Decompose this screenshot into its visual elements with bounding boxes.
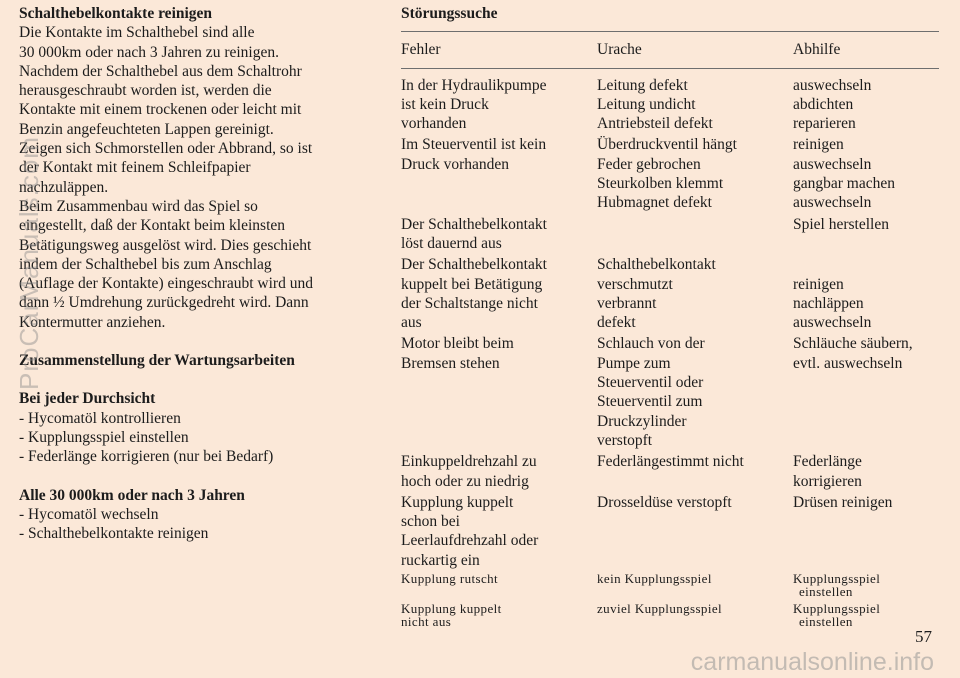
list-item: - Federlänge korrigieren (nur bei Bedarf): [19, 448, 274, 466]
paragraph-line: 30 000km oder nach 3 Jahren zu reinigen.: [19, 43, 279, 61]
cell-abhilfe: Kupplungsspiel einstellen: [793, 571, 881, 600]
cell-urache: Drosseldüse verstopft: [597, 493, 732, 511]
cell-abhilfe: Spiel herstellen: [793, 215, 889, 233]
table-row-small: [401, 602, 939, 628]
watermark-bottom: carmanualsonline.info: [690, 648, 934, 676]
paragraph-line: dann ½ Umdrehung zurückgedreht wird. Dann: [19, 294, 309, 312]
table-row: [401, 255, 939, 332]
contacts-paragraph: [19, 23, 384, 332]
paragraph-line: herausgeschraubt worden ist, werden die: [19, 82, 272, 100]
paragraph-line: (Auflage der Kontakte) eingeschraubt wird und: [19, 275, 313, 293]
header-abhilfe: Abhilfe: [793, 41, 841, 59]
cell-abhilfe: auswechseln abdichten reparieren: [793, 76, 872, 133]
cell-abhilfe: Federlänge korrigieren: [793, 453, 862, 490]
inspection-list: [19, 409, 384, 467]
cell-urache: kein Kupplungsspiel: [597, 571, 712, 587]
paragraph-line: indem der Schalthebel bis zum Anschlag: [19, 255, 272, 273]
table-header: [401, 32, 939, 67]
paragraph-line: Zeigen sich Schmorstellen oder Abbrand, so ist: [19, 140, 313, 158]
cell-abhilfe: Kupplungsspiel einstellen: [793, 601, 881, 630]
cell-urache: Schalthebelkontakt verschmutzt verbrannt defekt: [597, 256, 716, 332]
cell-abhilfe: Schläuche säubern, evtl. auswechseln: [793, 335, 913, 372]
cell-abhilfe: reinigen nachläppen auswechseln: [793, 275, 872, 332]
cell-urache: Federlängestimmt nicht: [597, 453, 744, 471]
page-number: 57: [915, 627, 932, 646]
paragraph-line: Benzin angefeuchteten Lappen gereinigt.: [19, 120, 274, 138]
cell-abhilfe: reinigen auswechseln gangbar machen auswechseln: [793, 136, 895, 212]
table-row-small: [401, 572, 939, 598]
cell-fehler: Kupplung rutscht: [401, 571, 499, 587]
cell-fehler: Der Schalthebelkontakt kuppelt bei Betätigung der Schaltstange nicht aus: [401, 256, 547, 332]
table-header-rule: [401, 68, 939, 69]
table-row: [401, 135, 939, 212]
troubleshooting-small-rows: [401, 572, 939, 628]
paragraph-line: Beim Zusammenbau wird das Spiel so: [19, 197, 258, 215]
table-row: [401, 215, 939, 254]
troubleshooting-title: Störungssuche: [401, 5, 498, 22]
cell-urache: Leitung defekt Leitung undicht Antriebsteil defekt: [597, 76, 713, 133]
cell-fehler: Der Schalthebelkontakt löst dauernd aus: [401, 215, 547, 252]
header-urache: Urache: [597, 41, 642, 59]
cell-fehler: Einkuppeldrehzahl zu hoch oder zu niedrig: [401, 453, 537, 490]
cell-fehler: Kupplung kuppelt schon bei Leerlaufdrehzahl oder ruckartig ein: [401, 493, 539, 569]
cell-fehler: Motor bleibt beim Bremsen stehen: [401, 335, 514, 372]
list-item: - Kupplungsspiel einstellen: [19, 428, 189, 446]
troubleshooting-rows: [401, 76, 939, 570]
list-item: - Hycomatöl kontrollieren: [19, 409, 181, 427]
cell-abhilfe: Drüsen reinigen: [793, 493, 893, 511]
list-item: - Hycomatöl wechseln: [19, 505, 159, 523]
paragraph-line: der Kontakt mit feinem Schleifpapier: [19, 159, 251, 177]
section-heading-contacts: Schalthebelkontakte reinigen: [19, 5, 213, 22]
section-heading-maintenance: Zusammenstellung der Wartungsarbeiten: [19, 352, 295, 370]
right-column: [401, 4, 939, 628]
cell-fehler: Kupplung kuppelt nicht aus: [401, 601, 502, 630]
30000km-list: [19, 505, 384, 544]
watermark-vertical: ProCarManuals.com: [14, 136, 44, 390]
cell-fehler: Im Steuerventil ist kein Druck vorhanden: [401, 136, 547, 173]
table-row: [401, 452, 939, 491]
header-fehler: Fehler: [401, 41, 441, 59]
paragraph-line: eingestellt, daß der Kontakt beim kleinsten: [19, 217, 286, 235]
cell-urache: [597, 215, 793, 254]
paragraph-line: Kontermutter anziehen.: [19, 313, 166, 331]
cell-urache: zuviel Kupplungsspiel: [597, 601, 723, 617]
paragraph-line: Betätigungsweg ausgelöst wird. Dies geschieht: [19, 236, 312, 254]
table-row: [401, 76, 939, 134]
left-column: [19, 4, 384, 543]
cell-fehler: In der Hydraulikpumpe ist kein Druck vorhanden: [401, 76, 547, 133]
list-item: - Schalthebelkontakte reinigen: [19, 525, 209, 543]
paragraph-line: Die Kontakte im Schalthebel sind alle: [19, 24, 255, 42]
subheading-every-30000km: Alle 30 000km oder nach 3 Jahren: [19, 486, 245, 504]
cell-urache: Überdruckventil hängt Feder gebrochen Steurkolben klemmt Hubmagnet defekt: [597, 136, 737, 212]
paragraph-line: Nachdem der Schalthebel aus dem Schaltrohr: [19, 62, 302, 80]
cell-urache: Schlauch von der Pumpe zum Steuerventil oder Steuerventil zum Druckzylinder verstopft: [597, 335, 705, 449]
paragraph-line: nachzuläppen.: [19, 178, 109, 196]
paragraph-line: Kontakte mit einem trockenen oder leicht mit: [19, 101, 302, 119]
subheading-every-inspection: Bei jeder Durchsicht: [19, 390, 156, 408]
table-row: [401, 334, 939, 450]
table-row: [401, 493, 939, 570]
